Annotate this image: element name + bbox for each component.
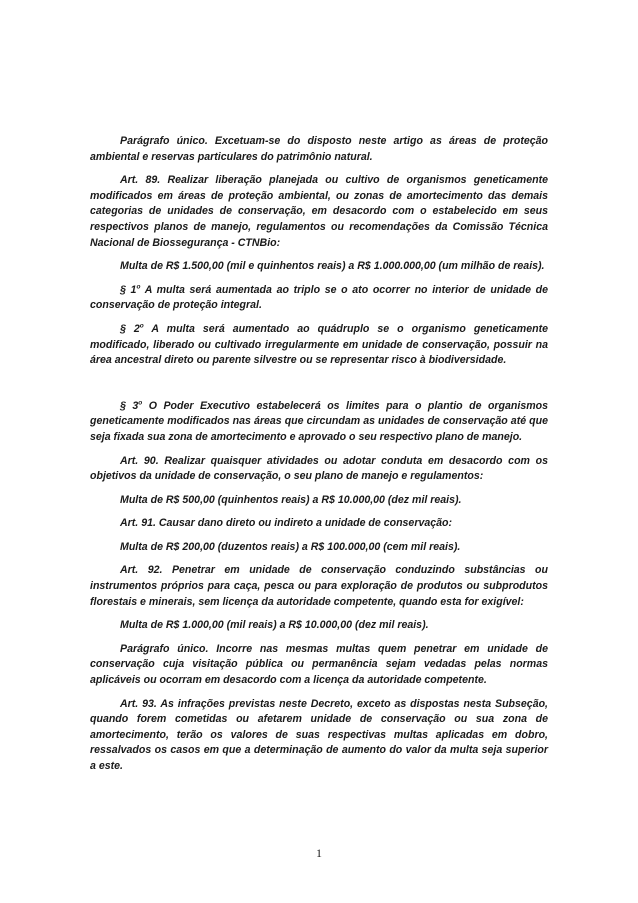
paragraph-multa-92 <box>90 618 548 634</box>
page-number: 1 <box>316 846 322 860</box>
paragraph-text: Parágrafo único. Incorre nas mesmas multas quem penetrar em unidade de conservação cuja visitação pública ou permanência sejam vedadas pelas normas aplicáveis ou ocorram em desacordo com a licença da autoridade competente. <box>90 642 548 687</box>
paragraph-text: A multa será aumentada ao triplo se o ato ocorrer no interior de unidade de conservação de proteção integral. <box>90 283 548 312</box>
paragraph-text: Multa de R$ 200,00 (duzentos reais) a R$ 100.000,00 (cem mil reais). <box>120 540 461 553</box>
paragraph-art-92 <box>90 563 548 610</box>
document-body <box>90 134 548 783</box>
paragraph-multa-91 <box>90 540 548 556</box>
paragraph-text: § 1 <box>120 283 137 296</box>
paragraph-paragrafo-unico <box>90 134 548 165</box>
paragraph-par-3 <box>90 399 548 446</box>
paragraph-paragrafo-unico-92 <box>90 642 548 689</box>
ordinal-superscript: o <box>139 322 144 330</box>
paragraph-text: Parágrafo único. Excetuam-se do disposto neste artigo as áreas de proteção ambiental e reservas particulares do patrimônio natural. <box>90 135 548 163</box>
paragraph-art-93 <box>90 697 548 775</box>
paragraph-text: Multa de R$ 1.000,00 (mil reais) a R$ 10.000,00 (dez mil reais). <box>120 619 429 632</box>
paragraph-multa-89 <box>90 259 548 275</box>
paragraph-art-89 <box>90 173 548 251</box>
paragraph-text: Art. 89. Realizar liberação planejada ou cultivo de organismos geneticamente modificados em áreas de proteção ambiental, ou zonas de amortecimento das demais categorias de unidades de conservação, em desacordo com o estabelecido em seus respectivos planos de manejo, regulamentos ou recomendações da Comissão Técnica Nacional de Biossegurança - CTNBio: <box>90 174 548 249</box>
ordinal-superscript: o <box>136 283 141 291</box>
ordinal-superscript: o <box>138 399 143 407</box>
paragraph-text: Art. 93. As infrações previstas neste Decreto, exceto as dispostas nesta Subseção, quando forem cometidas ou afetarem unidade de conservação ou sua zona de amortecimento, terão os valores de suas respectivas multas aplicadas em dobro, ressalvados os casos em que a determinação de aumento do valor da multa seja superior a este. <box>90 697 548 772</box>
paragraph-text: § 2 <box>120 322 140 335</box>
paragraph-par-1 <box>90 283 548 314</box>
paragraph-multa-90 <box>90 493 548 509</box>
paragraph-text: O Poder Executivo estabelecerá os limites para o plantio de organismos geneticamente modificados nas áreas que circundam as unidades de conservação até que seja fixada sua zona de amortecimento e aprovado o seu respectivo plano de manejo. <box>90 399 548 443</box>
paragraph-text: Art. 90. Realizar quaisquer atividades ou adotar conduta em desacordo com os objetivos da unidade de conservação, o seu plano de manejo e regulamentos: <box>90 454 548 483</box>
paragraph-art-90 <box>90 454 548 485</box>
paragraph-text: Multa de R$ 1.500,00 (mil e quinhentos reais) a R$ 1.000.000,00 (um milhão de reais). <box>120 260 545 273</box>
paragraph-text: § 3 <box>120 399 139 412</box>
paragraph-text: A multa será aumentado ao quádruplo se o organismo geneticamente modificado, liberado ou cultivado irregularmente em unidade de conservação, possuir na área ancestral direto ou parente silvestre ou se representar risco à biodiversidade. <box>90 322 548 367</box>
paragraph-text: Art. 91. Causar dano direto ou indireto a unidade de conservação: <box>120 517 453 530</box>
paragraph-par-2 <box>90 322 548 369</box>
paragraph-text: Multa de R$ 500,00 (quinhentos reais) a R$ 10.000,00 (dez mil reais). <box>120 493 462 506</box>
paragraph-art-91 <box>90 516 548 532</box>
paragraph-text: Art. 92. Penetrar em unidade de conservação conduzindo substâncias ou instrumentos próprios para caça, pesca ou para exploração de produtos ou subprodutos florestais e minerais, sem licença da autoridade competente, quando esta for exigível: <box>90 564 548 608</box>
